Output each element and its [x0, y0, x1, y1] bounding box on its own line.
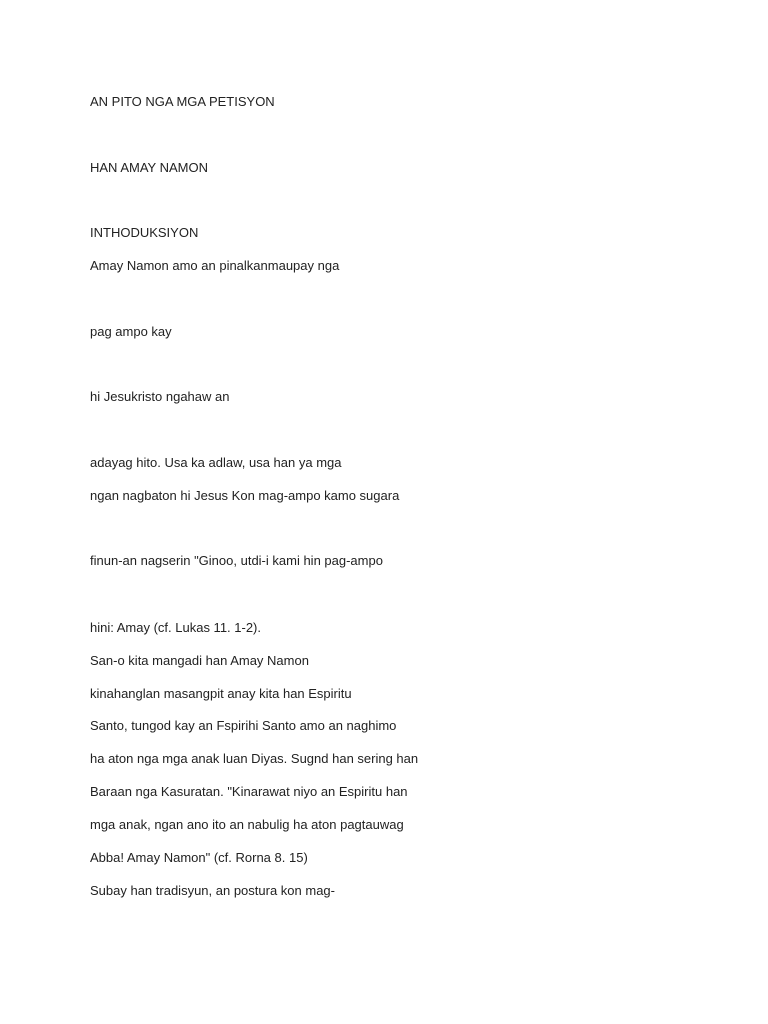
text-line: pag ampo kay — [90, 324, 172, 339]
text-line: ngan nagbaton hi Jesus Kon mag-ampo kamo sugara — [90, 488, 400, 503]
document-subtitle: HAN AMAY NAMON — [90, 160, 208, 175]
text-line: Subay han tradisyun, an postura kon mag- — [90, 883, 335, 898]
text-line: Baraan nga Kasuratan. "Kinarawat niyo an Espiritu han — [90, 784, 408, 799]
text-line: adayag hito. Usa ka adlaw, usa han ya mga — [90, 455, 342, 470]
text-line: Abba! Amay Namon" (cf. Rorna 8. 15) — [90, 850, 308, 865]
text-line: ha aton nga mga anak luan Diyas. Sugnd han sering han — [90, 751, 419, 766]
text-line: Amay Namon amo an pinalkanmaupay nga — [90, 258, 340, 273]
document-title: AN PITO NGA MGA PETISYON — [90, 94, 275, 109]
text-line: finun-an nagserin "Ginoo, utdi-i kami hin pag-ampo — [90, 553, 383, 568]
text-line: San-o kita mangadi han Amay Namon — [90, 653, 309, 668]
text-line: Santo, tungod kay an Fspirihi Santo amo an naghimo — [90, 718, 397, 733]
text-line: hini: Amay (cf. Lukas 11. 1-2). — [90, 620, 261, 635]
text-line: kinahanglan masangpit anay kita han Espiritu — [90, 686, 352, 701]
text-line: mga anak, ngan ano ito an nabulig ha aton pagtauwag — [90, 817, 404, 832]
text-line: hi Jesukristo ngahaw an — [90, 389, 230, 404]
section-heading: INTHODUKSIYON — [90, 225, 199, 240]
